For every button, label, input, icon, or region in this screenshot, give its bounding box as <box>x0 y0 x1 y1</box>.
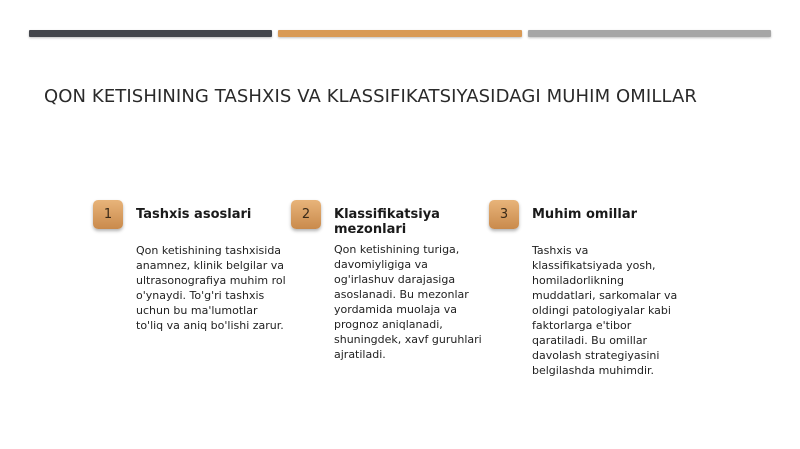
item-text-1: Qon ketishining tashxisida anamnez, klinik belgilar va ultrasonografiya muhim rol o'ynaydi. To'g'ri tashxis uchun bu ma'lumotlar to'liq va aniq bo'lishi zarur. <box>136 244 286 332</box>
item-text-2: Qon ketishining turiga, davomiyligiga va og'irlashuv darajasiga asoslanadi. Bu mezonlar yordamida muolaja va prognoz aniqlanadi, shuningdek, xavf guruhlari ajratiladi. <box>334 243 482 361</box>
item-text-3: Tashxis va klassifikatsiyada yosh, homiladorlikning muddatlari, sarkomalar va oldingi patologiyalar kabi faktorlarga e'tibor qaratiladi. Bu omillar davolash strategiyasini belgilashda muhimdir. <box>532 244 678 377</box>
item-column-3 <box>489 200 679 400</box>
item-column-2 <box>291 200 481 400</box>
number-badge-2: 2 <box>291 200 321 229</box>
number-badge-3: 3 <box>489 200 519 229</box>
decor-bar-dark <box>29 30 272 37</box>
item-heading-1: Tashxis asoslari <box>136 207 252 222</box>
number-badge-1: 1 <box>93 200 123 229</box>
item-column-1 <box>93 200 286 400</box>
item-heading-2: Klassifikatsiya mezonlari <box>334 207 440 237</box>
decor-bar-orange <box>278 30 522 37</box>
item-heading-3: Muhim omillar <box>532 207 638 222</box>
decor-bar-gray <box>528 30 771 37</box>
slide-title: QON KETISHINING TASHXIS VA KLASSIFIKATSIYASIDAGI MUHIM OMILLAR <box>44 86 698 107</box>
